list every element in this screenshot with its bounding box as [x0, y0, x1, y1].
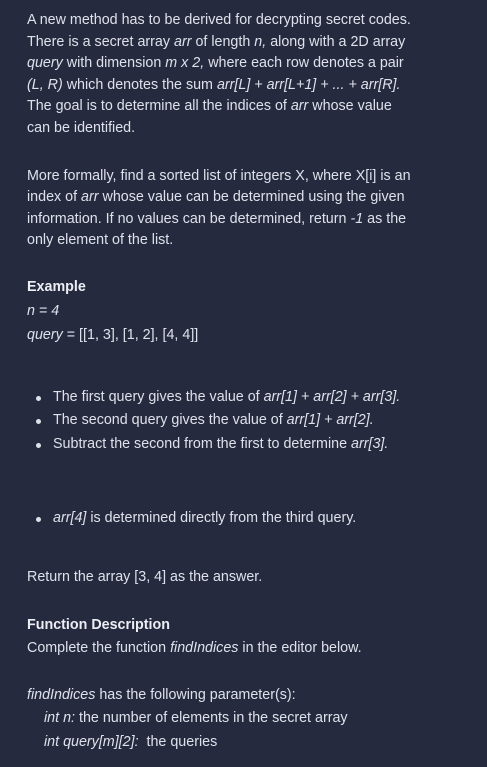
intro-text: The goal is to determine all the indices of	[27, 98, 291, 115]
param-desc: the queries	[138, 734, 218, 751]
dimension-term: m x 2,	[165, 55, 205, 72]
list-item	[27, 508, 472, 530]
fd-text: in the editor below.	[238, 640, 362, 657]
parameter-query	[27, 732, 472, 754]
example-steps-list	[27, 387, 472, 456]
example-query	[27, 325, 472, 347]
param-signature: int n:	[44, 710, 75, 727]
formal-text: information. If no values can be determined, return	[27, 210, 351, 227]
intro-text: where each row denotes a pair	[204, 55, 404, 72]
problem-statement-panel	[13, 0, 487, 767]
intro-text: which denotes the sum	[62, 76, 217, 93]
problem-content	[27, 10, 472, 754]
parameter-n	[27, 708, 472, 730]
fd-text: Complete the function	[27, 640, 171, 657]
example-heading: Example	[27, 278, 86, 295]
minus-one-term: -1	[350, 210, 364, 227]
intro-text: There is a secret array	[27, 33, 174, 50]
step-text: is determined directly from the third query.	[86, 509, 357, 526]
sum-term: arr[L] + arr[L+1] + ... + arr[R].	[216, 76, 401, 93]
step-expr: arr[3].	[351, 435, 389, 452]
intro-line-1: A new method has to be derived for decrypting secret codes.	[27, 12, 411, 28]
formal-paragraph	[27, 166, 472, 252]
function-name: findIndices	[27, 686, 96, 703]
function-description-text	[27, 638, 472, 660]
example-n	[27, 301, 472, 323]
intro-text: can be identified.	[27, 119, 136, 136]
pair-term: (L, R)	[27, 76, 63, 93]
return-line: Return the array [3, 4] as the answer.	[27, 569, 263, 586]
n-value: n = 4	[27, 302, 60, 319]
function-name: findIndices	[170, 640, 239, 657]
step-expr: arr[1] + arr[2].	[286, 412, 374, 429]
list-item	[27, 434, 472, 456]
formal-text: whose value can be determined using the given	[98, 189, 405, 206]
intro-text: with dimension	[62, 55, 166, 72]
arr-term: arr	[81, 189, 99, 206]
step-text: The second query gives the value of	[53, 412, 287, 429]
intro-text: of length	[191, 33, 255, 50]
step-text: Subtract the second from the first to determine	[53, 435, 351, 452]
formal-text: only element of the list.	[27, 232, 174, 249]
intro-text: along with a 2D array	[266, 33, 406, 50]
query-term: query	[27, 327, 63, 344]
step-text: The first query gives the value of	[53, 388, 264, 405]
step-expr: arr[1] + arr[2] + arr[3].	[263, 388, 401, 405]
formal-text: as the	[363, 210, 407, 227]
formal-text: More formally, find a sorted list of integers X, where X[i] is an	[27, 167, 411, 184]
intro-text: whose value	[308, 98, 392, 115]
n-term: n,	[254, 33, 267, 50]
intro-paragraph	[27, 10, 472, 140]
fd-text: has the following parameter(s):	[95, 686, 296, 703]
parameters-intro	[27, 685, 472, 707]
query-value: = [[1, 3], [1, 2], [4, 4]]	[62, 327, 199, 344]
arr-term: arr	[174, 33, 192, 50]
query-term: query	[27, 55, 63, 72]
example-steps-list-2	[27, 508, 472, 530]
param-signature: int query[m][2]:	[44, 734, 139, 751]
list-item	[27, 410, 472, 432]
formal-text: index of	[27, 189, 82, 206]
arr-term: arr	[290, 98, 309, 115]
param-desc: the number of elements in the secret array	[75, 710, 348, 727]
step-expr: arr[4]	[53, 509, 87, 526]
function-description-heading: Function Description	[27, 616, 170, 633]
list-item	[27, 387, 472, 409]
